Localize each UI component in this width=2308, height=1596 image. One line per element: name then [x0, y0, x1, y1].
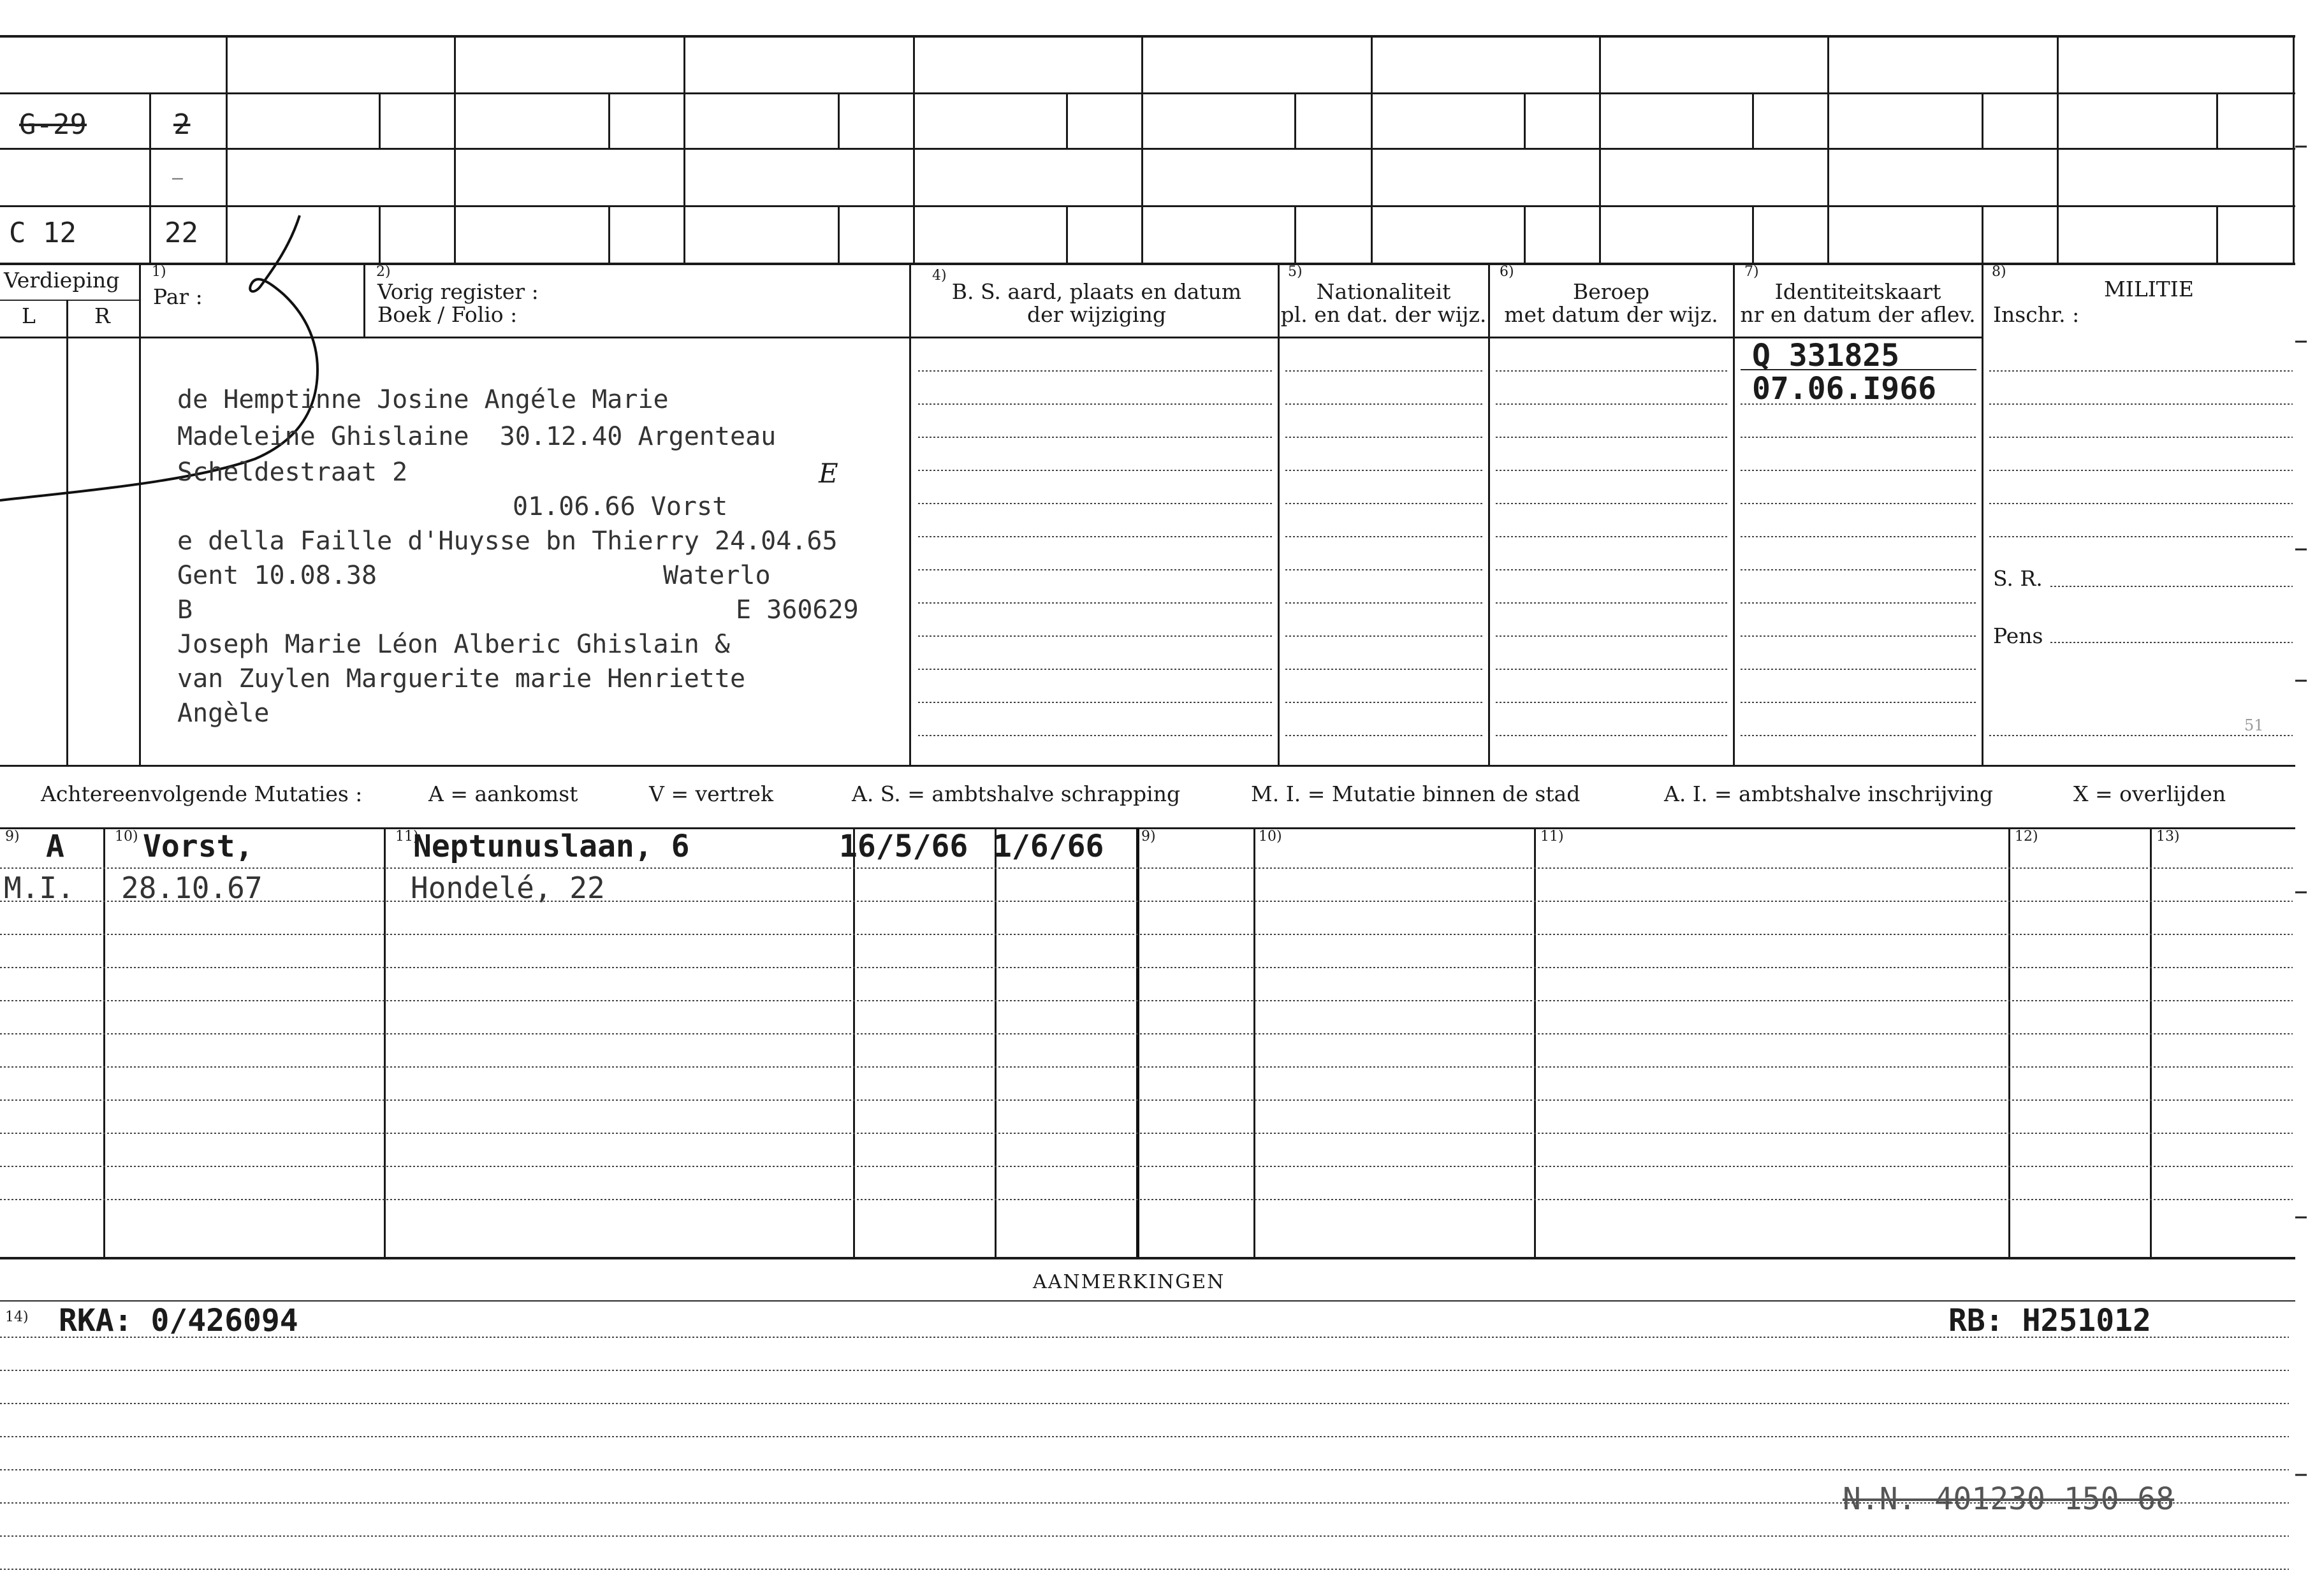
person-line: van Zuylen Marguerite marie Henriette [177, 664, 746, 693]
person-line: Madeleine Ghislaine 30.12.40 Argenteau [177, 422, 777, 451]
person-line: Joseph Marie Léon Alberic Ghislain & [177, 630, 730, 659]
mutation-date: 28.10.67 [121, 871, 263, 905]
sr-label: S. R. [1993, 566, 2043, 591]
col-number: 2) [376, 264, 391, 280]
section-number: 22 [164, 217, 198, 249]
bs-header-line1: B. S. aard, plaats en datum [951, 279, 1242, 304]
bs-header-line2: der wijziging [1027, 302, 1166, 327]
militie-label: MILITIE [2104, 277, 2194, 301]
right-label: R [94, 303, 110, 328]
col-number: 7) [1744, 264, 1759, 280]
old-number: 2 [173, 108, 191, 141]
col-number: 9) [1141, 829, 1156, 845]
col-number: 11) [1540, 829, 1564, 845]
person-line: Waterlo [663, 561, 771, 590]
mutation-street: Hondelé, 22 [411, 871, 605, 905]
vorig-register-label: Vorig register : [377, 279, 539, 304]
beroep-line2: met datum der wijz. [1504, 302, 1718, 327]
boek-folio-label: Boek / Folio : [377, 302, 518, 327]
id-card-date: 07.06.I966 [1752, 371, 1936, 407]
person-line: 01.06.66 Vorst [513, 492, 728, 521]
col-number: 1) [152, 264, 166, 280]
id-card-number: Q 331825 [1752, 338, 1900, 374]
legend-mutatie: M. I. = Mutatie binnen de stad [1251, 781, 1581, 806]
identiteitskaart-line2: nr en datum der aflev. [1740, 302, 1976, 327]
col-number: 12) [2015, 829, 2038, 845]
section-code: C 12 [9, 217, 77, 249]
mutation-date: 1/6/66 [993, 829, 1104, 864]
identiteitskaart-line1: Identiteitskaart [1774, 279, 1941, 304]
person-line: Gent 10.08.38 [177, 561, 377, 590]
remarks-title: AANMERKINGEN [1033, 1271, 1225, 1293]
nationaliteit-line2: pl. en dat. der wijz. [1280, 302, 1487, 327]
handwritten-mark: E [819, 458, 838, 489]
rb-number: RB: H251012 [1948, 1303, 2151, 1338]
legend-title: Achtereenvolgende Mutaties : [41, 781, 363, 806]
beroep-line1: Beroep [1572, 279, 1650, 304]
dash-mark: — [172, 167, 183, 188]
col-number: 14) [5, 1309, 29, 1325]
nn-number: N.N. 401230 150 68 [1843, 1481, 2175, 1517]
verdieping-label: Verdieping [4, 268, 120, 293]
legend-inschrijving: A. I. = ambtshalve inschrijving [1664, 781, 1994, 806]
mutation-date: 16/5/66 [839, 829, 968, 864]
person-line: de Hemptinne Josine Angéle Marie [177, 385, 669, 414]
col-number: 5) [1288, 264, 1303, 280]
col-number: 6) [1500, 264, 1514, 280]
mutation-street: Neptunuslaan, 6 [413, 829, 690, 864]
col-number: 9) [5, 829, 20, 845]
person-line: E 360629 [736, 595, 859, 625]
person-line: Angèle [177, 699, 270, 728]
inschr-label: Inschr. : [1993, 302, 2080, 327]
legend-vertrek: V = vertrek [649, 781, 773, 806]
par-label: Par : [153, 284, 203, 309]
col-number: 10) [115, 829, 138, 845]
rka-number: RKA: 0/426094 [59, 1303, 298, 1338]
person-line: e della Faille d'Huysse bn Thierry 24.04.65 [177, 526, 838, 556]
person-line: Scheldestraat 2 [177, 458, 408, 487]
legend-overlijden: X = overlijden [2073, 781, 2226, 806]
col-number: 10) [1259, 829, 1282, 845]
col-number: 11) [395, 829, 419, 845]
mutation-type: A [46, 829, 64, 864]
corner-mark: 51 [2244, 716, 2264, 734]
col-number: 8) [1992, 264, 2006, 280]
nationaliteit-line1: Nationaliteit [1316, 279, 1451, 304]
old-code: G-29 [19, 108, 87, 141]
mutation-type: M.I. [4, 871, 75, 905]
col-number: 4) [932, 268, 947, 284]
legend-aankomst: A = aankomst [428, 781, 578, 806]
legend-schrapping: A. S. = ambtshalve schrapping [852, 781, 1181, 806]
pens-label: Pens [1993, 623, 2043, 648]
mutation-place: Vorst, [143, 829, 254, 864]
person-line: B [177, 595, 193, 625]
col-number: 13) [2156, 829, 2180, 845]
left-label: L [22, 303, 36, 328]
